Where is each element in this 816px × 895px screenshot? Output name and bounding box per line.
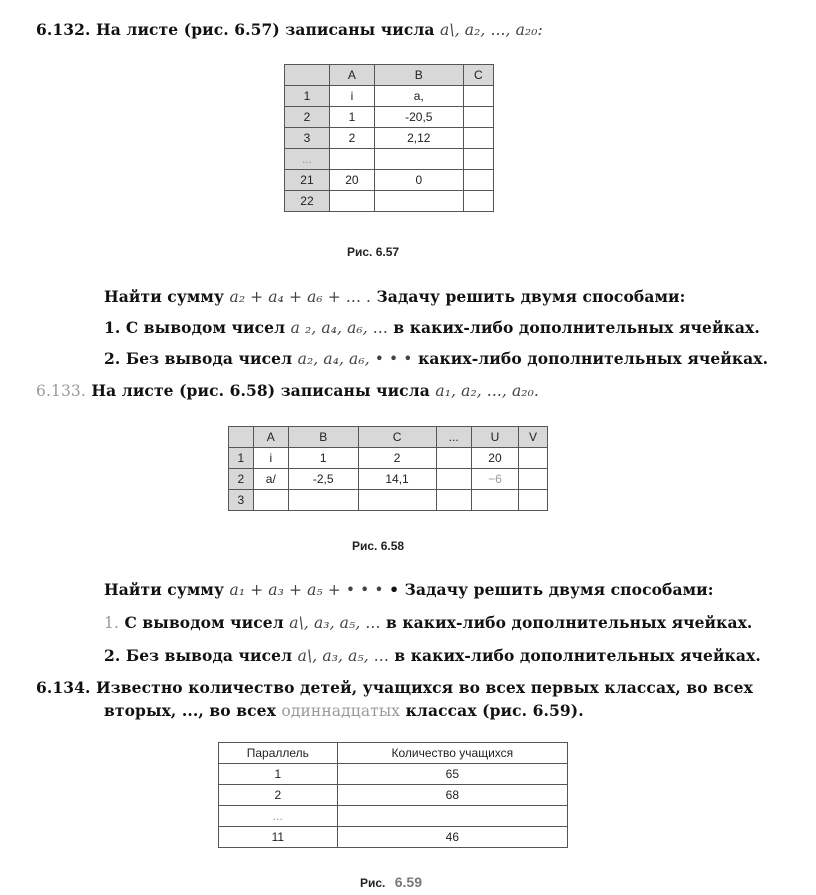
table-row (229, 469, 548, 490)
table-row (285, 149, 494, 170)
caption-label: Рис. (360, 876, 386, 890)
table-row (219, 785, 568, 806)
task-expression: a₁ + a₃ + a₅ + • • • (229, 581, 384, 599)
table-row (285, 191, 494, 212)
method-number: 1. (104, 614, 119, 632)
problem-text: Известно количество детей, учащихся во всех первых классах, во всех (96, 678, 753, 697)
method-text: 1. С выводом чисел (104, 318, 286, 337)
row-header-cell: 21 (285, 170, 330, 191)
problem-6-134-line-1 (36, 678, 753, 697)
method-text-end: в каких-либо дополнительных ячейках. (394, 646, 761, 665)
column-header: V (519, 427, 548, 448)
table-cell (288, 490, 358, 511)
method-text: 2. Без вывода чисел (104, 349, 293, 368)
table-cell (436, 490, 471, 511)
table-cell (337, 806, 567, 827)
table-row (219, 827, 568, 848)
method-text-end: каких-либо дополнительных ячейках. (418, 349, 769, 368)
problem-6-132-header (36, 20, 543, 39)
table-cell: 1 (219, 764, 338, 785)
table-cell (519, 448, 548, 469)
row-header-cell: 3 (229, 490, 254, 511)
table-row (229, 448, 548, 469)
task-text-end: • Задачу решить двумя способами: (389, 580, 714, 599)
table-row (285, 86, 494, 107)
column-header: C (358, 427, 436, 448)
method-text: С выводом чисел (124, 613, 284, 632)
row-header-cell: 3 (285, 128, 330, 149)
column-header (285, 65, 330, 86)
table-cell (329, 191, 374, 212)
table-row (285, 128, 494, 149)
table-cell: 2 (358, 448, 436, 469)
table-cell (358, 490, 436, 511)
method-expression: a\, a₃, a₅, ... (289, 614, 381, 632)
column-header: A (329, 65, 374, 86)
table-cell: a, (374, 86, 463, 107)
row-header-cell: 22 (285, 191, 330, 212)
table-header-row (229, 427, 548, 448)
column-header: Параллель (219, 743, 338, 764)
table-cell: -20,5 (374, 107, 463, 128)
figure-6-59-table (218, 742, 568, 848)
problem-number: 6.134. (36, 678, 91, 697)
task-expression: a₂ + a₄ + a₆ + ... . (229, 288, 372, 306)
table-cell: 14,1 (358, 469, 436, 490)
method-text-end: в каких-либо дополнительных ячейках. (385, 613, 753, 632)
table-cell (463, 149, 493, 170)
table-cell (463, 191, 493, 212)
method-expression: a\, a₃, a₅, ... (297, 647, 389, 665)
table-row (229, 490, 548, 511)
table-cell: 11 (219, 827, 338, 848)
table-cell: a/ (253, 469, 288, 490)
table-cell: -2,5 (288, 469, 358, 490)
table-row (285, 107, 494, 128)
row-header-cell: 2 (285, 107, 330, 128)
table-cell (374, 149, 463, 170)
table-cell: −6 (471, 469, 518, 490)
task-text-end: Задачу решить двумя способами: (376, 287, 686, 306)
column-header: Количество учащихся (337, 743, 567, 764)
row-header-cell: ... (285, 149, 330, 170)
table-cell: 2 (219, 785, 338, 806)
problem-6-132-method-2 (104, 349, 768, 368)
problem-text-faint: одиннадцатых (281, 702, 401, 720)
table-cell (436, 469, 471, 490)
problem-vars: a₁, a₂, ..., a₂₀. (435, 382, 539, 400)
problem-text: вторых, ..., во всех (104, 701, 276, 720)
table-cell: 1 (329, 107, 374, 128)
table-cell (463, 86, 493, 107)
column-header (229, 427, 254, 448)
problem-6-132-method-1 (104, 318, 760, 337)
table-cell (253, 490, 288, 511)
table-cell (463, 128, 493, 149)
column-header: C (463, 65, 493, 86)
problem-6-132-task (104, 287, 685, 306)
problem-6-134-line-2 (104, 701, 584, 720)
problem-vars: a\, a₂, ..., a₂₀: (440, 21, 543, 39)
table-cell (329, 149, 374, 170)
problem-text: На листе (рис. 6.58) записаны числа (91, 381, 430, 400)
table-cell (519, 469, 548, 490)
problem-number: 6.132. (36, 20, 91, 39)
method-expression: a ₂, a₄, a₆, ... (290, 319, 388, 337)
table-cell (463, 170, 493, 191)
row-header-cell: 2 (229, 469, 254, 490)
figure-6-59-caption (360, 874, 422, 890)
column-header: B (288, 427, 358, 448)
figure-6-58-caption: Рис. 6.58 (352, 539, 405, 553)
table-cell: 65 (337, 764, 567, 785)
problem-number: 6.133. (36, 382, 86, 400)
caption-number: 6.59 (394, 874, 422, 890)
table-cell: 0 (374, 170, 463, 191)
table-cell (436, 448, 471, 469)
row-header-cell: 1 (285, 86, 330, 107)
figure-6-58-table (228, 426, 548, 511)
table-cell (519, 490, 548, 511)
problem-6-133-header (36, 381, 539, 400)
table-header-row (219, 743, 568, 764)
problem-6-133-task (104, 580, 714, 599)
table-header-row (285, 65, 494, 86)
method-expression: a₂, a₄, a₆, • • • (297, 350, 413, 368)
row-header-cell: 1 (229, 448, 254, 469)
figure-6-57-table (284, 64, 494, 212)
table-row (219, 764, 568, 785)
problem-6-133-method-1 (104, 613, 752, 632)
table-cell: i (253, 448, 288, 469)
table-cell: 68 (337, 785, 567, 806)
figure-6-57-caption: Рис. 6.57 (347, 245, 400, 259)
column-header: ... (436, 427, 471, 448)
column-header: A (253, 427, 288, 448)
table-row (285, 170, 494, 191)
table-cell (463, 107, 493, 128)
table-cell: ... (219, 806, 338, 827)
column-header: U (471, 427, 518, 448)
table-cell: 1 (288, 448, 358, 469)
method-text-end: в каких-либо дополнительных ячейках. (393, 318, 760, 337)
table-cell: 20 (329, 170, 374, 191)
column-header: B (374, 65, 463, 86)
table-cell (471, 490, 518, 511)
table-cell: 46 (337, 827, 567, 848)
problem-6-133-method-2 (104, 646, 761, 665)
table-row (219, 806, 568, 827)
table-cell: 2 (329, 128, 374, 149)
problem-text: На листе (рис. 6.57) записаны числа (96, 20, 435, 39)
task-text: Найти сумму (104, 580, 224, 599)
task-text: Найти сумму (104, 287, 224, 306)
table-cell: i (329, 86, 374, 107)
table-cell: 2,12 (374, 128, 463, 149)
table-cell: 20 (471, 448, 518, 469)
table-cell (374, 191, 463, 212)
problem-text-end: классах (рис. 6.59). (405, 701, 584, 720)
method-text: 2. Без вывода чисел (104, 646, 293, 665)
